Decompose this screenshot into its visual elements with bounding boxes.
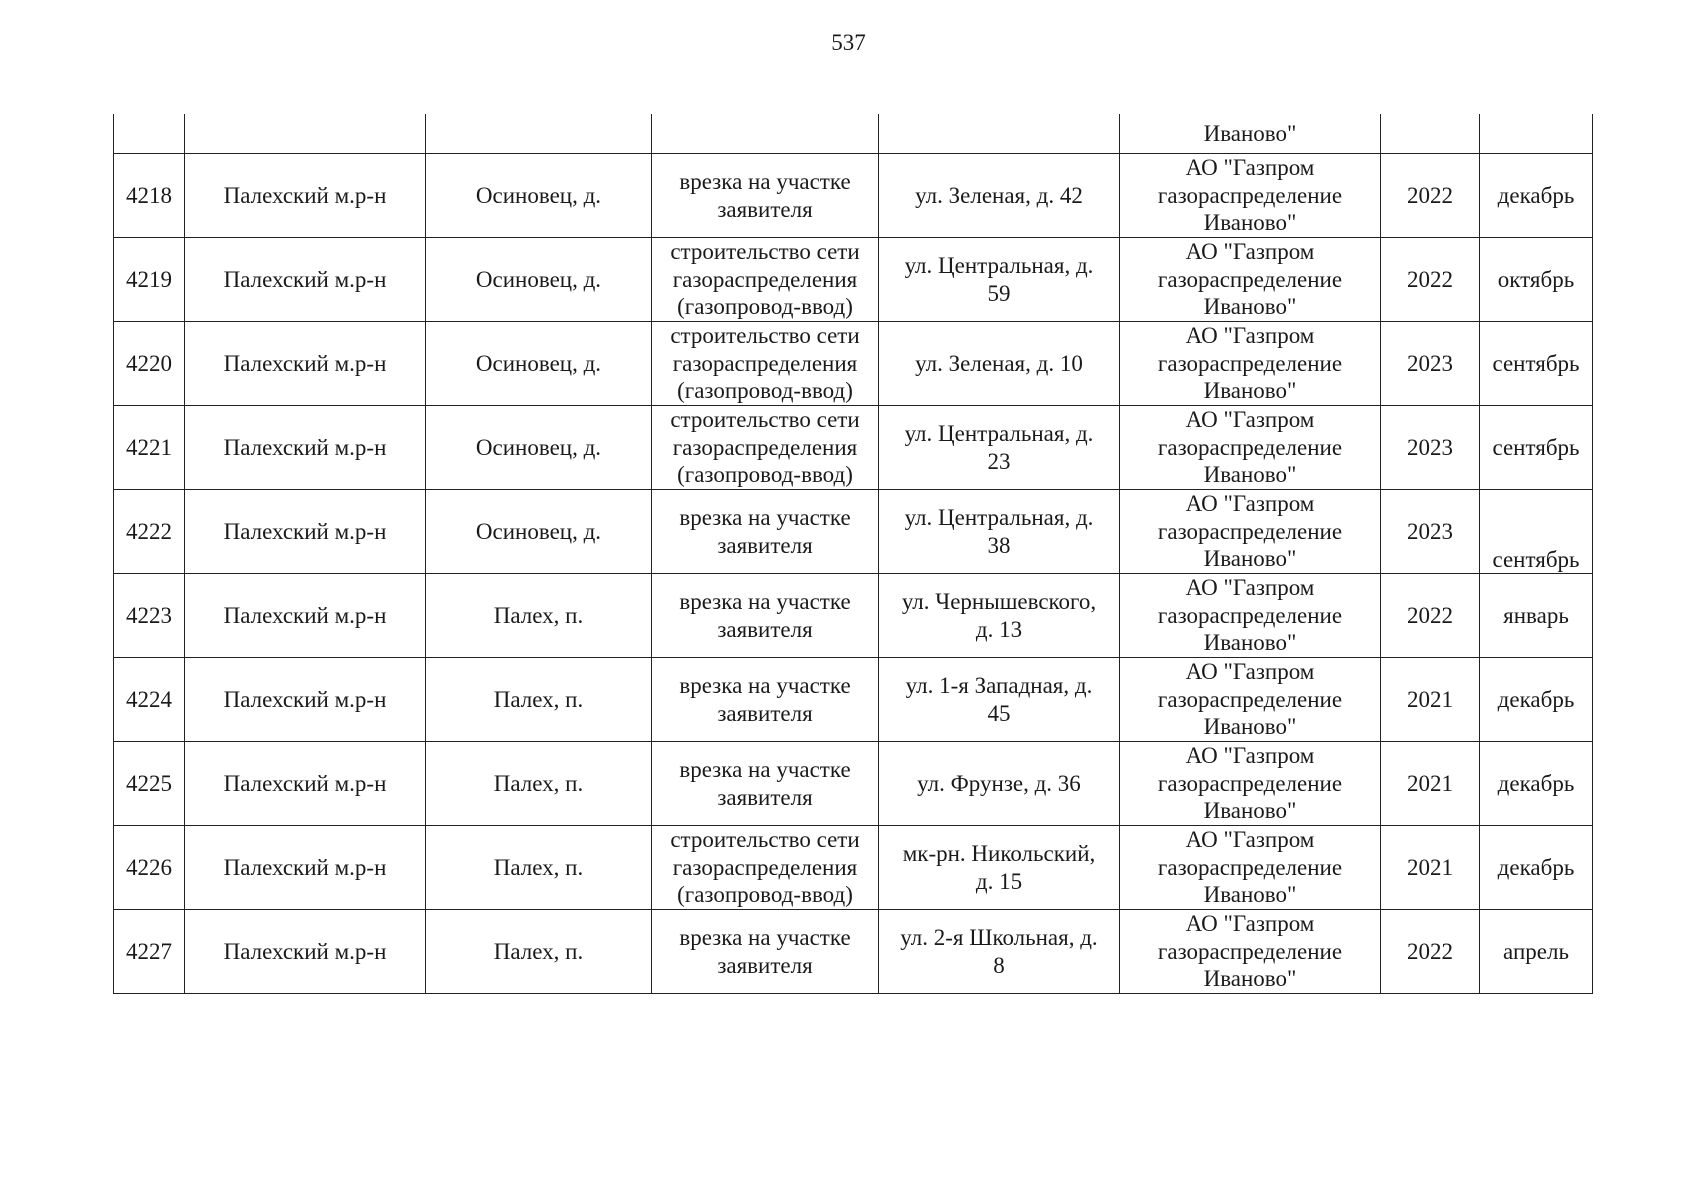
cell-work-type	[652, 658, 879, 742]
cell-month: сентябрь	[1480, 322, 1593, 406]
cell-work-type	[652, 154, 879, 238]
cell-locality: Палех, п.	[426, 658, 652, 742]
cell-no: 4222	[114, 490, 185, 574]
cell-district: Палехский м.р-н	[185, 910, 426, 994]
continuation-row	[114, 114, 1593, 154]
cell-address-line: д. 15	[975, 868, 1023, 894]
cell-work-type	[652, 490, 879, 574]
cell-no: 4223	[114, 574, 185, 658]
cell-organization-line: газораспределение	[1157, 938, 1343, 964]
cell-work-type-line: (газопровод-ввод)	[677, 462, 853, 488]
cell-address-line: ул. Чернышевского,	[901, 589, 1097, 614]
cell-work-type-line: строительство сети	[670, 407, 860, 433]
cell-work-type-line: заявителя	[717, 616, 813, 642]
cell-organization	[1120, 406, 1381, 490]
cell-organization-line: АО "Газпром	[1185, 827, 1315, 853]
cell-organization-line: газораспределение	[1157, 182, 1343, 208]
cell-address-line: ул. 1-я Западная, д.	[905, 673, 1093, 698]
cell-address-line: 45	[987, 700, 1011, 726]
cell-year: 2021	[1381, 742, 1480, 826]
cell-work-type-line: врезка на участке	[679, 673, 851, 698]
cell-organization-line: Иваново"	[1203, 462, 1297, 488]
cell-organization	[1120, 154, 1381, 238]
cell-work-type	[652, 238, 879, 322]
cell-work-type	[652, 114, 879, 154]
cell-no: 4219	[114, 238, 185, 322]
cell-address-line: ул. 2-я Школьная, д.	[900, 925, 1098, 950]
cell-work-type-line: строительство сети	[670, 239, 860, 265]
page-number: 537	[831, 30, 866, 55]
cell-work-type-line: газораспределения	[672, 350, 858, 376]
cell-address	[879, 574, 1120, 658]
cell-address	[879, 406, 1120, 490]
cell-year: 2022	[1381, 238, 1480, 322]
cell-organization	[1120, 238, 1381, 322]
cell-month	[1480, 114, 1593, 154]
cell-organization-line: АО "Газпром	[1185, 491, 1315, 517]
cell-year: 2022	[1381, 154, 1480, 238]
cell-organization-line: Иваново"	[1203, 294, 1297, 320]
cell-work-type-line: (газопровод-ввод)	[677, 294, 853, 320]
cell-work-type-line: (газопровод-ввод)	[677, 882, 853, 908]
cell-no: 4224	[114, 658, 185, 742]
cell-month: октябрь	[1480, 238, 1593, 322]
cell-district: Палехский м.р-н	[185, 238, 426, 322]
cell-month: апрель	[1480, 910, 1593, 994]
cell-locality: Осиновец, д.	[426, 490, 652, 574]
cell-work-type-line: заявителя	[717, 700, 813, 726]
cell-work-type-line: заявителя	[717, 532, 813, 558]
cell-address	[879, 322, 1120, 406]
cell-address	[879, 742, 1120, 826]
cell-work-type-line: заявителя	[717, 196, 813, 222]
cell-month: январь	[1480, 574, 1593, 658]
cell-work-type	[652, 742, 879, 826]
cell-organization-line: Иваново"	[1203, 882, 1297, 908]
cell-district: Палехский м.р-н	[185, 574, 426, 658]
table-row	[114, 658, 1593, 742]
cell-address-line: мк-рн. Никольский,	[902, 841, 1096, 866]
cell-locality: Осиновец, д.	[426, 238, 652, 322]
cell-organization	[1120, 658, 1381, 742]
cell-locality: Палех, п.	[426, 826, 652, 910]
cell-no: 4226	[114, 826, 185, 910]
cell-address-line: 23	[987, 448, 1011, 474]
cell-work-type-line: врезка на участке	[679, 169, 851, 194]
cell-address	[879, 114, 1120, 154]
gasification-table	[113, 114, 1593, 994]
cell-organization-line: АО "Газпром	[1185, 659, 1315, 685]
table-row	[114, 910, 1593, 994]
cell-address-line: ул. Центральная, д.	[904, 505, 1094, 530]
cell-address-line: ул. Зеленая, д. 10	[915, 350, 1083, 376]
cell-address-line: 8	[993, 952, 1005, 978]
cell-month: сентябрь	[1480, 406, 1593, 490]
cell-locality: Осиновец, д.	[426, 406, 652, 490]
cell-organization	[1120, 826, 1381, 910]
cell-organization-line: газораспределение	[1157, 770, 1343, 796]
cell-organization	[1120, 574, 1381, 658]
cell-year: 2022	[1381, 910, 1480, 994]
table-row	[114, 574, 1593, 658]
cell-district: Палехский м.р-н	[185, 658, 426, 742]
cell-district: Палехский м.р-н	[185, 826, 426, 910]
cell-address-line: 59	[987, 280, 1011, 306]
cell-district: Палехский м.р-н	[185, 322, 426, 406]
cell-organization-line: газораспределение	[1157, 854, 1343, 880]
cell-district: Палехский м.р-н	[185, 154, 426, 238]
cell-no: 4225	[114, 742, 185, 826]
cell-organization-line: Иваново"	[1203, 630, 1297, 656]
cell-organization-line: АО "Газпром	[1185, 239, 1315, 265]
cell-district: Палехский м.р-н	[185, 406, 426, 490]
cell-locality	[426, 114, 652, 154]
cell-month: декабрь	[1480, 826, 1593, 910]
table-row	[114, 406, 1593, 490]
cell-organization-line: газораспределение	[1157, 686, 1343, 712]
cell-organization	[1120, 742, 1381, 826]
cell-month: сентябрь	[1480, 490, 1593, 574]
cell-work-type-line: (газопровод-ввод)	[677, 378, 853, 404]
cell-year: 2023	[1381, 322, 1480, 406]
cell-no: 4218	[114, 154, 185, 238]
cell-address-line: ул. Зеленая, д. 42	[915, 182, 1083, 208]
cell-locality: Палех, п.	[426, 574, 652, 658]
cell-district: Палехский м.р-н	[185, 742, 426, 826]
cell-month: декабрь	[1480, 658, 1593, 742]
table-row	[114, 154, 1593, 238]
cell-organization-line: Иваново"	[1203, 966, 1297, 992]
table-row	[114, 322, 1593, 406]
cell-organization-line: АО "Газпром	[1185, 155, 1315, 181]
cell-work-type-line: газораспределения	[672, 266, 858, 292]
cell-locality: Палех, п.	[426, 910, 652, 994]
cell-address-line: 38	[987, 532, 1011, 558]
cell-year: 2023	[1381, 490, 1480, 574]
cell-address	[879, 490, 1120, 574]
cell-organization-line: АО "Газпром	[1185, 911, 1315, 937]
cell-work-type-line: заявителя	[717, 952, 813, 978]
cell-address	[879, 826, 1120, 910]
cell-organization-line: АО "Газпром	[1185, 407, 1315, 433]
table-row	[114, 826, 1593, 910]
table-row	[114, 742, 1593, 826]
cell-no	[114, 114, 185, 154]
cell-organization: Иваново"	[1120, 114, 1381, 154]
cell-organization	[1120, 322, 1381, 406]
cell-work-type-line: врезка на участке	[679, 757, 851, 782]
cell-organization-line: газораспределение	[1157, 518, 1343, 544]
cell-year: 2021	[1381, 658, 1480, 742]
table-row	[114, 238, 1593, 322]
cell-organization-line: АО "Газпром	[1185, 743, 1315, 769]
cell-address-line: ул. Центральная, д.	[904, 421, 1094, 446]
cell-address-line: д. 13	[975, 616, 1023, 642]
cell-address	[879, 658, 1120, 742]
cell-year: 2021	[1381, 826, 1480, 910]
cell-no: 4227	[114, 910, 185, 994]
cell-work-type-line: строительство сети	[670, 323, 860, 349]
cell-locality: Осиновец, д.	[426, 322, 652, 406]
cell-organization-line: АО "Газпром	[1185, 575, 1315, 601]
cell-locality: Палех, п.	[426, 742, 652, 826]
cell-no: 4221	[114, 406, 185, 490]
cell-organization-line: газораспределение	[1157, 266, 1343, 292]
cell-organization	[1120, 490, 1381, 574]
cell-organization-line: Иваново"	[1203, 378, 1297, 404]
cell-year	[1381, 114, 1480, 154]
table-body	[114, 114, 1593, 994]
cell-work-type-line: строительство сети	[670, 827, 860, 853]
cell-no: 4220	[114, 322, 185, 406]
cell-work-type-line: газораспределения	[672, 854, 858, 880]
cell-work-type-line: врезка на участке	[679, 505, 851, 530]
cell-work-type-line: заявителя	[717, 784, 813, 810]
cell-work-type-line: газораспределения	[672, 434, 858, 460]
cell-address	[879, 910, 1120, 994]
cell-work-type-line: врезка на участке	[679, 589, 851, 614]
cell-year: 2023	[1381, 406, 1480, 490]
cell-district: Палехский м.р-н	[185, 490, 426, 574]
cell-organization-line: Иваново"	[1203, 798, 1297, 824]
cell-organization-line: Иваново"	[1203, 546, 1297, 572]
cell-address-line: ул. Фрунзе, д. 36	[917, 770, 1081, 796]
cell-work-type	[652, 910, 879, 994]
cell-locality: Осиновец, д.	[426, 154, 652, 238]
table-row	[114, 490, 1593, 574]
cell-address	[879, 238, 1120, 322]
cell-month: декабрь	[1480, 742, 1593, 826]
cell-organization-line: газораспределение	[1157, 350, 1343, 376]
cell-organization-line: Иваново"	[1203, 210, 1297, 236]
cell-address-line: ул. Центральная, д.	[904, 253, 1094, 278]
cell-address	[879, 154, 1120, 238]
cell-work-type	[652, 322, 879, 406]
cell-organization-line: Иваново"	[1203, 714, 1297, 740]
cell-work-type-line: врезка на участке	[679, 925, 851, 950]
cell-organization	[1120, 910, 1381, 994]
cell-work-type	[652, 826, 879, 910]
cell-organization-line: газораспределение	[1157, 602, 1343, 628]
cell-organization-line: АО "Газпром	[1185, 323, 1315, 349]
cell-month: декабрь	[1480, 154, 1593, 238]
cell-organization-line: газораспределение	[1157, 434, 1343, 460]
cell-district	[185, 114, 426, 154]
cell-year: 2022	[1381, 574, 1480, 658]
cell-work-type	[652, 574, 879, 658]
cell-work-type	[652, 406, 879, 490]
